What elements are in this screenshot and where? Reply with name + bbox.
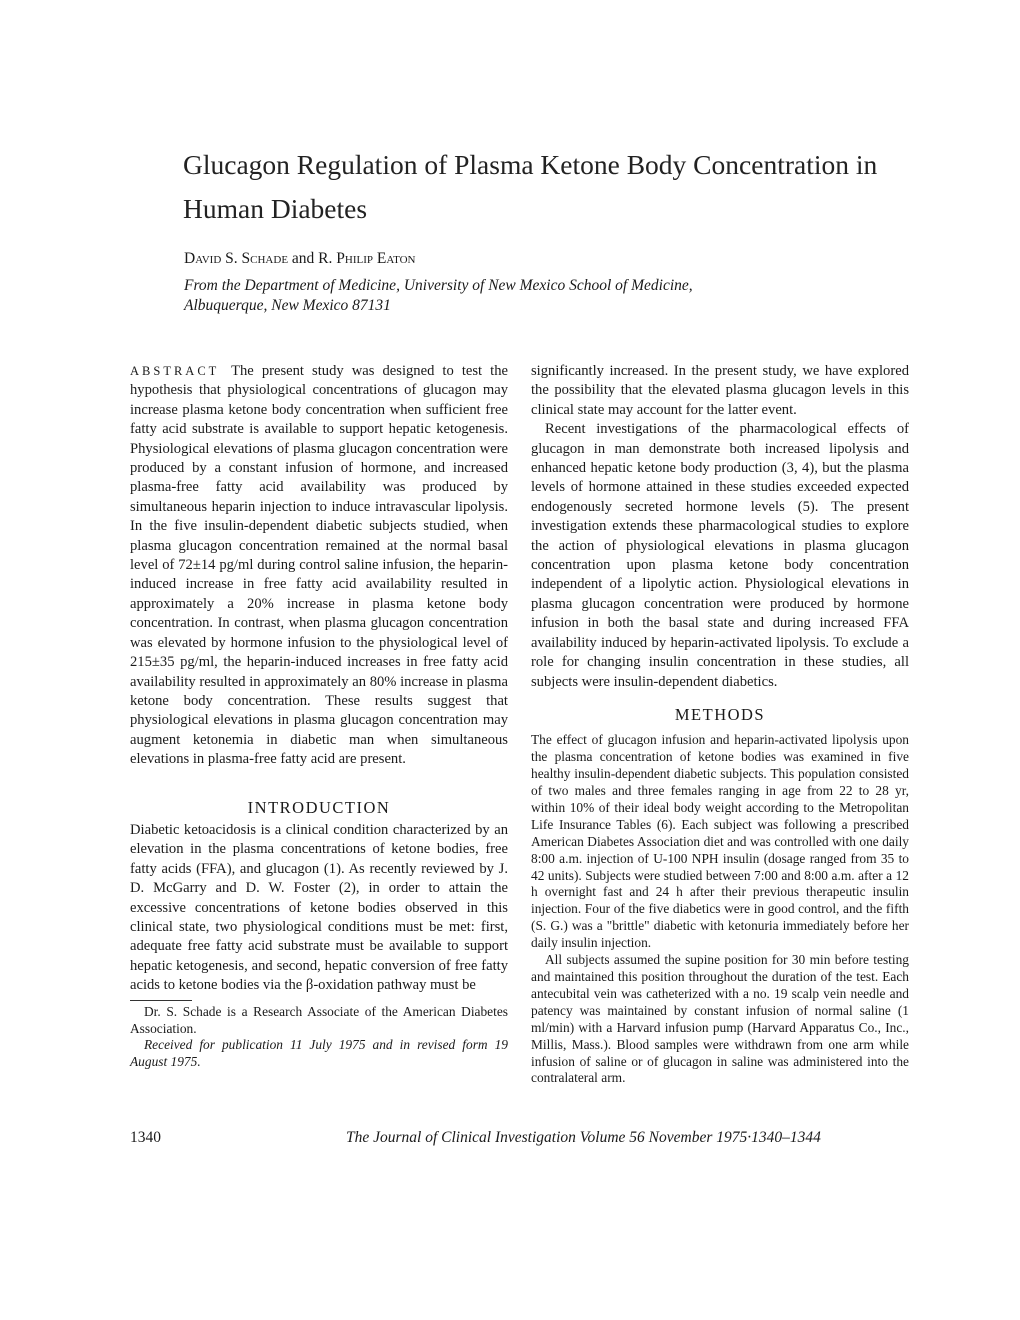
introduction-text: Diabetic ketoacidosis is a clinical condition characterized by an elevation in the plasma concentrations of ketone bodies, free fatty acids (FFA), and glucagon (1). As recently reviewed by J. D. McGarry and D. W. Foster (2), in order to attain the excessive concentrations of ketone bodies observed in this clinical state, two physiological conditions must be met: first, adequate free fatty acid substrate must be available to support hepatic ketogenesis, and second, hepatic conversion of free fatty acids to ketone bodies via the β-oxidation pathway must be xyxy=(130,821,508,994)
author2-last-name: Eaton xyxy=(376,250,416,267)
right-column xyxy=(531,362,909,1087)
author-line xyxy=(184,249,415,269)
author2-first-name: Philip xyxy=(336,250,373,267)
methods-paragraph-1: The effect of glucagon infusion and heparin-activated lipolysis upon the plasma concentration of ketone bodies was examined in five healthy insulin-dependent diabetic subjects. This population consisted of two males and three females ranging in age from 22 to 28 yr, within 10% of their ideal body weight according to the Metropolitan Life Insurance Tables (6). Each subject was following a prescribed American Diabetes Association diet and was controlled with one daily 8:00 a.m. injection of U-100 NPH insulin (dosage ranged from 35 to 42 units). Subjects were studied between 7:00 and 8:00 a.m. after a 12 h overnight fast and 24 h after their previous therapeutic insulin injection. Four of the five diabetics were in good control, and the fifth (S. G.) was a "brittle" diabetic with ketonuria immediately before her daily insulin injection. xyxy=(531,732,909,951)
journal-citation: The Journal of Clinical Investigation Volume 56 November 1975·1340–1344 xyxy=(346,1129,821,1146)
footnote-received: Received for publication 11 July 1975 and in revised form 19 August 1975. xyxy=(130,1037,508,1070)
footnote-divider xyxy=(130,1000,192,1001)
author-last-name: Schade xyxy=(241,250,289,267)
abstract xyxy=(130,362,508,770)
methods-heading: METHODS xyxy=(674,704,766,724)
introduction-paragraph-2: Recent investigations of the pharmacological effects of glucagon in man demonstrate both increased lipolysis and enhanced hepatic ketone body production (3, 4), but the plasma levels of hormone attained in these studies exceeded expected endogenously secreted hormone levels (5). The present investigation extends these pharmacological studies to explore the action of physiological elevations in plasma glucagon concentration upon plasma ketone body concentration independent of a lipolytic action. Physiological elevations in plasma glucagon concentration were produced by hormone infusion in both the basal state and during increased FFA availability induced by heparin-activated lipolysis. To exclude a role for changing insulin concentration in these studies, all subjects were insulin-dependent diabetics. xyxy=(531,421,909,690)
methods-paragraph-2: All subjects assumed the supine position for 30 min before testing and maintained this position throughout the duration of the test. Each antecubital vein was catheterized with a no. 19 scalp vein needle and patency was maintained by constant infusion of normal saline (1 ml/min) with a Harvard infusion pump (Harvard Apparatus Co., Inc., Millis, Mass.). Blood samples were withdrawn from one arm while infusion of saline or of glucagon in saline was administered into the contralateral arm. xyxy=(531,952,909,1086)
author-initial: S. xyxy=(221,250,242,267)
affiliation: From the Department of Medicine, University of New Mexico School of Medicine, Albuquerque, New Mexico 87131 xyxy=(184,277,693,314)
author-conjunction: and R. xyxy=(288,250,337,267)
abstract-label: ABSTRACT xyxy=(130,364,220,378)
author-first-name: David xyxy=(184,250,222,267)
footnote-affiliation: Dr. S. Schade is a Research Associate of the American Diabetes Association. xyxy=(130,1003,508,1036)
left-column xyxy=(130,362,508,1071)
abstract-text: The present study was designed to test the hypothesis that physiological concentrations of glucagon may increase plasma ketone body concentration when sufficient free fatty acid substrate is available to support hepatic ketogenesis. Physiological elevations of plasma glucagon concentration were produced by a constant infusion of hormone, and increased plasma-free fatty acid availability was produced by simultaneous heparin injection to induce intravascular lipolysis. In the five insulin-dependent diabetic subjects studied, when plasma glucagon concentration remained at the normal basal level of 72±14 pg/ml during control saline infusion, the heparin-induced increase in free fatty acid availability resulted in approximately a 20% increase in plasma ketone body concentration. In contrast, when plasma glucagon concentration was elevated by hormone infusion to the physiological level of 215±35 pg/ml, the heparin-induced increases in free fatty acid availability resulted in approximately an 80% increase in plasma ketone body concentration. These results suggest that physiological elevations in plasma glucagon concentration may augment ketonemia in diabetic man when simultaneous elevations in plasma-free fatty acid are present. xyxy=(130,363,508,768)
article-title: Glucagon Regulation of Plasma Ketone Body Concentration in Human Diabetes xyxy=(183,149,878,224)
page-number: 1340 xyxy=(130,1129,161,1146)
introduction-continued: significantly increased. In the present study, we have explored the possibility that the elevated plasma glucagon levels in this clinical state may account for the latter event. xyxy=(531,363,909,418)
introduction-heading: INTRODUCTION xyxy=(247,797,391,817)
